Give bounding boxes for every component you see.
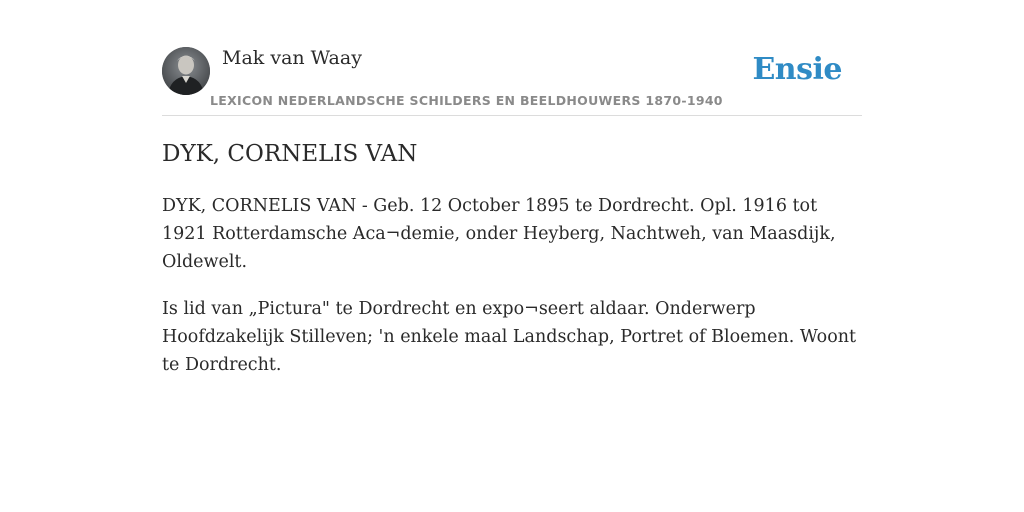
article-paragraph: DYK, CORNELIS VAN - Geb. 12 October 1895 te Dordrecht. Opl. 1916 tot 1921 Rotterdamsche Aca¬demie, onder Heyberg, Nachtweh, van Maasdijk, Oldewelt. bbox=[162, 196, 836, 272]
portrait-photo-icon bbox=[162, 47, 210, 95]
site-header bbox=[162, 46, 862, 116]
book-title[interactable]: LEXICON NEDERLANDSCHE SCHILDERS EN BEELDHOUWERS 1870-1940 bbox=[210, 93, 723, 108]
article-paragraph: Is lid van „Pictura" te Dordrecht en expo¬seert aldaar. Onderwerp Hoofdzakelijk Stilleven; 'n enkele maal Landschap, Portret of Bloemen. Woont te Dordrecht. bbox=[162, 299, 857, 375]
author-avatar[interactable] bbox=[162, 47, 210, 95]
article-title: DYK, CORNELIS VAN bbox=[162, 141, 418, 167]
ensie-logo[interactable]: Ensie bbox=[752, 52, 842, 87]
author-name[interactable]: Mak van Waay bbox=[222, 47, 362, 69]
article-body bbox=[162, 192, 862, 398]
